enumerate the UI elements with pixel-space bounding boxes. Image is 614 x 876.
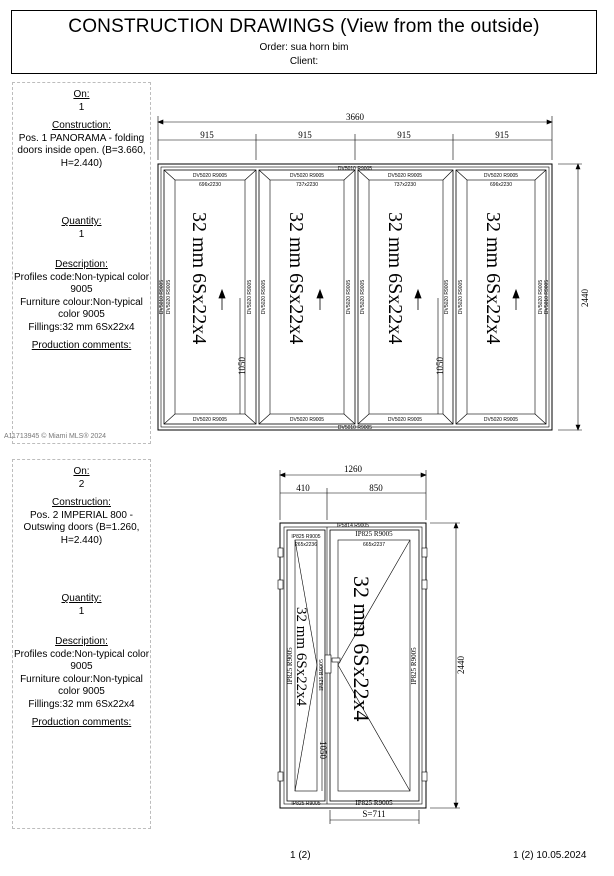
furniture-colour: Furniture colour:Non-typical color 9005 — [20, 296, 143, 320]
handle-height-dim: 1050 — [237, 357, 247, 375]
frame-side-label: DV5010 R9005 — [544, 279, 550, 315]
watermark-text: A11713945 © Miami MLS® 2024 — [4, 433, 107, 440]
construction-label: Construction: — [52, 497, 111, 508]
description-label: Description: — [55, 259, 108, 270]
panel-top-profile: DV5020 R9005 — [289, 173, 325, 179]
total-width-dim: 3660 — [346, 112, 364, 122]
panel-width-dim: 915 — [495, 130, 509, 140]
right-top-profile: IP825 R9005 — [355, 530, 393, 538]
page-number-date: 1 (2) 10.05.2024 — [513, 850, 587, 861]
mid-profile: IP825 R9005 — [319, 659, 325, 691]
frame-side-label: DV5010 R9005 — [159, 279, 165, 315]
panel-top-profile: DV5020 R9005 — [387, 173, 423, 179]
height-dim: 2440 — [456, 656, 466, 674]
construction-value: Pos. 1 PANORAMA - folding doors inside open. (B=3.660, H=2.440) — [17, 132, 146, 169]
frame-bottom-label: DV5010 R9005 — [337, 425, 373, 431]
panorama-drawing — [150, 108, 590, 438]
right-side-profile: IP825 R9005 — [410, 647, 418, 685]
description-label: Description: — [55, 636, 108, 647]
panel-side-profile: DV5020 R9005 — [166, 279, 172, 315]
glass-spec: 32 mm 6Sx22x4 — [482, 212, 504, 345]
imperial-drawing — [270, 460, 470, 830]
panel-size: 696x2230 — [490, 182, 512, 188]
panel-size: 696x2230 — [199, 182, 221, 188]
glass-spec-left: 32 mm 6Sx22x4 — [293, 607, 309, 707]
panel-width-dim: 915 — [397, 130, 411, 140]
panel-width-dim: 915 — [200, 130, 214, 140]
page-number: 1 (2) — [290, 850, 311, 861]
panel-width-dim: 915 — [298, 130, 312, 140]
right-size: 665x2237 — [363, 542, 385, 548]
frame-top-label: IP5814 R9005 — [337, 523, 369, 529]
panel-bottom-profile: DV5020 R9005 — [387, 417, 423, 423]
panel-side-profile: DV5020 R9005 — [538, 279, 544, 315]
panel-size: 737x2230 — [296, 182, 318, 188]
profiles-code: Profiles code:Non-typical color 9005 — [13, 271, 150, 295]
panel-top-profile: DV5020 R9005 — [192, 173, 228, 179]
document-title: CONSTRUCTION DRAWINGS (View from the outside) — [68, 16, 540, 37]
fillings: Fillings:32 mm 6Sx22x4 — [28, 321, 135, 333]
panel-bottom-profile: DV5020 R9005 — [192, 417, 228, 423]
document-header — [11, 10, 597, 74]
quantity-label: Quantity: — [61, 593, 102, 604]
construction-value: Pos. 2 IMPERIAL 800 - Outswing doors (B=1.260, H=2.440) — [23, 509, 140, 546]
left-top-profile: IP825 R9005 — [291, 534, 321, 540]
construction-label: Construction: — [52, 120, 111, 131]
handle-height-dim: 1050 — [318, 741, 328, 759]
profiles-code: Profiles code:Non-typical color 9005 — [13, 648, 150, 672]
glass-spec: 32 mm 6Sx22x4 — [188, 212, 210, 345]
left-width-dim: 410 — [296, 483, 310, 493]
left-size: 265x2236 — [295, 542, 317, 548]
glass-spec: 32 mm 6Sx22x4 — [384, 212, 406, 345]
panel-size: 737x2230 — [394, 182, 416, 188]
on-label: On: — [73, 466, 90, 477]
height-dim: 2440 — [580, 289, 590, 307]
frame-top-label: DV5010 R9005 — [337, 166, 373, 172]
fillings: Fillings:32 mm 6Sx22x4 — [28, 698, 135, 710]
position-1-info — [12, 82, 151, 444]
panel-side-profile: DV5020 R9005 — [458, 279, 464, 315]
furniture-colour: Furniture colour:Non-typical color 9005 — [20, 673, 143, 697]
position-2-info — [12, 459, 151, 829]
on-label: On: — [73, 89, 90, 100]
panel-bottom-profile: DV5020 R9005 — [289, 417, 325, 423]
bottom-width-dim: S=711 — [362, 809, 386, 819]
right-width-dim: 850 — [369, 483, 383, 493]
panel-side-profile: DV5020 R9005 — [360, 279, 366, 315]
left-side-profile: IP825 R9005 — [286, 647, 294, 685]
panel-top-profile: DV5020 R9005 — [483, 173, 519, 179]
glass-spec: 32 mm 6Sx22x4 — [285, 212, 307, 345]
on-value: 2 — [78, 478, 85, 490]
quantity-value: 1 — [78, 605, 85, 617]
quantity-label: Quantity: — [61, 216, 102, 227]
panel-side-profile: DV5020 R9005 — [444, 279, 450, 315]
glass-spec-right: 32 mm 6Sx22x4 — [349, 576, 374, 722]
panel-side-profile: DV5020 R9005 — [261, 279, 267, 315]
production-comments-label: Production comments: — [31, 717, 132, 728]
quantity-value: 1 — [78, 228, 85, 240]
right-bottom-profile: IP825 R9005 — [355, 799, 393, 807]
panel-bottom-profile: DV5020 R9005 — [483, 417, 519, 423]
production-comments-label: Production comments: — [31, 340, 132, 351]
total-width-dim: 1260 — [344, 464, 362, 474]
panel-side-profile: DV5020 R9005 — [346, 279, 352, 315]
left-bottom-profile: IP825 R9005 — [291, 801, 321, 807]
panel-side-profile: DV5020 R9005 — [247, 279, 253, 315]
client-line: Client: — [289, 56, 319, 67]
handle-height-dim: 1050 — [435, 357, 445, 375]
on-value: 1 — [78, 101, 85, 113]
order-line: Order: sua horn bim — [259, 42, 349, 53]
